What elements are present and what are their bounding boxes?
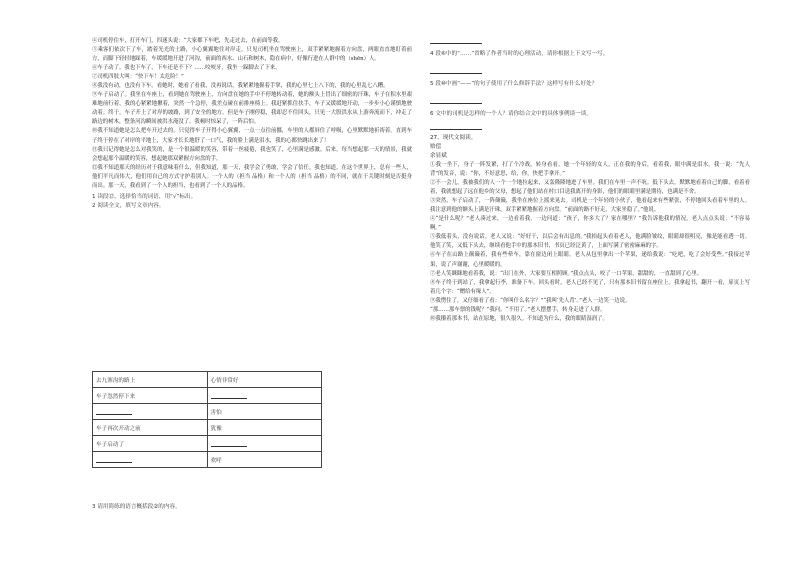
table-cell: 车子再次开动之前	[93, 420, 208, 436]
table-cell: 车子启动了	[93, 436, 208, 452]
answer-blank[interactable]	[211, 440, 247, 447]
table-row	[93, 388, 322, 404]
right-paragraph-2: ②不一会儿，我被我们的人一个一个地拉起来，又轰隆隆地进了车里。我们在车里一声不吭。低下头去，默默地看着自己的脚，看着看着，我就想起了远在他乡的父母，想起了他们站在村口目送我离开的身影，他们的眼睛里满是期待，也满是不舍。	[430, 180, 750, 196]
left-paragraph-6: ⑨车子启动了。我坐在车座上，看到她在驾驶座上，方向盘在她的手中不停地转动着，她的额头上冒出了细密的汗珠，车子在积水里艰难地前行着，我的心紧紧地揪着，突然一个急停，我差点碰在前排座椅上。我赶紧抓住扶手，车子又缓缓地开动，一步步小心谨慎地驶动着。终于，车子开上了对岸的坡路，到了安全的地方。但是车子刚停稳，我却忍不住回头，只见一大股洪水从上游奔流而下，冲走了路边的树木，整条河沟瞬间被洪水淹没了。我顿时惊呆了，一阵后怕。	[92, 92, 412, 126]
question-1: 1 读段⑫，选择恰当的词语，用“√”标出。	[92, 193, 197, 200]
question-3: 3 请用简练的语言概括段②的内容。	[92, 504, 181, 510]
right-paragraph-1: ①我一坐下，身子一阵发紧，打了个冷战，转身看看。她一个年轻的女人，正在我的身后，看着我，眼中满是泪水。我一说：“先人背”的发音，说：“你，不好意思，给，你，快把手拿开。”	[430, 162, 750, 178]
left-column	[92, 37, 412, 211]
left-paragraph-8: ⑪我只记得她是怎么对我笑的，是一个很温暖的笑容，带着一丝疲倦，我也笑了，心里满是感激。后来，每当想起那一天的情景，我就会想起那个温暖的笑容，想起她那双紧握方向盘的手。	[92, 146, 412, 162]
table-cell-blank[interactable]	[207, 436, 322, 452]
left-paragraph-2: ⑤乘客们依次下了车，踏着光光的土路，小心翼翼地往对岸走。只见司机坐在驾驶座上，双手紧紧地握着方向盘，两眼直直地盯着前方，而脚下轻轻地踩着，车缓缓地开进了河沟，前面的西水、山石和树木，隐在病中，好像行进在人群中的（shēn）人。	[92, 47, 412, 63]
right-paragraph-4: ④“是什么呢？”老人凑过来，一边看着我，一边问道：“孩子，你多大了？家在哪里？”我告诉他我的情况，老人点点头说：“不容易啊。”	[430, 216, 750, 232]
table-cell-blank[interactable]	[93, 404, 208, 420]
table-row	[93, 372, 322, 388]
right-paragraph-10: “那……那车票的钱呢？”我问。“不用了。”老人摆摆手，转身走进了人群。	[430, 306, 606, 313]
right-column	[430, 37, 750, 324]
answer-line[interactable]	[430, 129, 482, 130]
question-6: 6 文中的司机是怎样的一个人？请你结合文中的具体事例谈一谈。	[430, 111, 592, 117]
table-cell: 心情非常好	[207, 372, 322, 388]
table-cell: 欢呼	[207, 452, 322, 468]
question-5: 5 段⑩中画“——”的句子使用了什么修辞手法？这样写有什么好处？	[430, 81, 598, 87]
left-paragraph-1: ④司机停住车，打开车门，四迷头说：“大家都下车吧，先走过去，在前面等我。	[92, 38, 284, 44]
answer-line[interactable]	[430, 73, 482, 74]
table-row	[93, 452, 322, 468]
table-cell: 去九寨沟的路上	[93, 372, 208, 388]
right-paragraph-9: ⑨我愣住了，又仔细看了看：“你叫什么名字？”“我叫‘先人背’。”老人一边笑一边说。	[430, 297, 631, 304]
right-paragraph-11: ⑩我攥着那本书，站在原地，很久很久。不知道为什么，我的眼睛湿润了。	[430, 315, 608, 322]
answer-blank[interactable]	[211, 392, 247, 399]
right-paragraph-5: ⑤我低着头，没有说话。老人又说：“好好干，以后会有出息的。”我抬起头看着老人，他满脸皱纹，眼睛却很明亮，像是能看透一切。他笑了笑，又低下头去，继续看他手中的那本旧书，书页已经泛黄了，上面写满了密密麻麻的字。	[430, 234, 750, 250]
story-title: 赔偿	[430, 144, 442, 150]
table-cell: 害怕	[207, 404, 322, 420]
answer-blank[interactable]	[96, 456, 132, 463]
answer-line[interactable]	[430, 43, 482, 44]
right-paragraph-8: ⑧车子终于到站了，我拿起行李，准备下车。回头看时，老人已经不见了，只有那本旧书留在座位上。我拿起书，翻开一看，扉页上写着几个字：“赠给有缘人”。	[430, 279, 750, 295]
left-paragraph-7: ⑩我不知道她是怎么把车开过去的。只觉得车子开得小心翼翼，一点一点往前挪，车里的人都屏住了呼吸，心里默默地祈祷着。直到车子终于停在了对岸的平地上，大家才长长地舒了一口气，我的脸上满是泪水，我的心都快跳出来了！	[92, 128, 412, 144]
table-row	[93, 404, 322, 420]
table-row	[93, 436, 322, 452]
left-paragraph-3: ⑥车子动了。我也下车了，下车还是不下？……咬咬牙，我坐一跺脚去了下来。	[92, 65, 281, 72]
right-paragraph-7: ⑦老人笑眯眯地看着我，说：“出门在外，大家要互相照顾。”我点点头，咬了一口苹果，甜甜的，一直甜到了心里。	[430, 270, 703, 277]
table-cell: 犹豫	[207, 420, 322, 436]
story-author: 余显斌	[430, 153, 447, 159]
question-2: 2 阅读全文，填写文章内容。	[92, 202, 165, 209]
left-paragraph-9: ⑫我不知道那天的经历对于我意味着什么，但我知道，那一天，我学会了勇敢，学会了信任。我也知道，在这个世界上，总有一些人，他们平凡而伟大，他们用自己的方式守护着别人。一个人的（担当 品格）和一个人的（担当 品格）的不同，就在于关键时刻是否挺身而出。那一天，我看到了一个人的担当，也看到了一个人的品格。	[92, 164, 412, 189]
right-paragraph-3: ③突然，车子启动了，一阵颠簸，我坐在座位上摇来晃去。司机是一个年轻的小伙子，他看起来有些紧张，不停地回头看着车里的人。我注意到他的额头上满是汗珠，双手紧紧地握着方向盘。“前面的路不好走，大家坐稳了。”他说。	[430, 198, 750, 214]
right-paragraph-6: ⑥车子在山路上颠簸着，我有些晕车，靠在窗边闭上眼睛。老人从包里拿出一个苹果，递给我说：“吃吧，吃了会好受些。”我接过苹果，说了声谢谢，心里暖暖的。	[430, 252, 750, 268]
answer-line[interactable]	[430, 103, 482, 104]
left-paragraph-5: ⑧我没有动，也没有下车。看她时，她看了看我，没再说话，我紧紧地握着手掌，我的心里七上八下的，我的心里乱七八糟。	[92, 83, 389, 90]
left-paragraph-4: ⑦司机四肢大叫：“快下车！太危险！”	[92, 74, 184, 81]
section-heading: 27、现代文阅读。	[430, 135, 477, 141]
table-cell-blank[interactable]	[93, 452, 208, 468]
question-4: 4 段⑥中的“……”省略了作者当时的心理活动，请你根据上下文写一写。	[430, 51, 609, 57]
table-row	[93, 420, 322, 436]
table-cell: 车子忽然停下来	[93, 388, 208, 404]
answer-blank[interactable]	[96, 408, 132, 415]
table-cell-blank[interactable]	[207, 388, 322, 404]
fill-in-table	[92, 371, 322, 468]
